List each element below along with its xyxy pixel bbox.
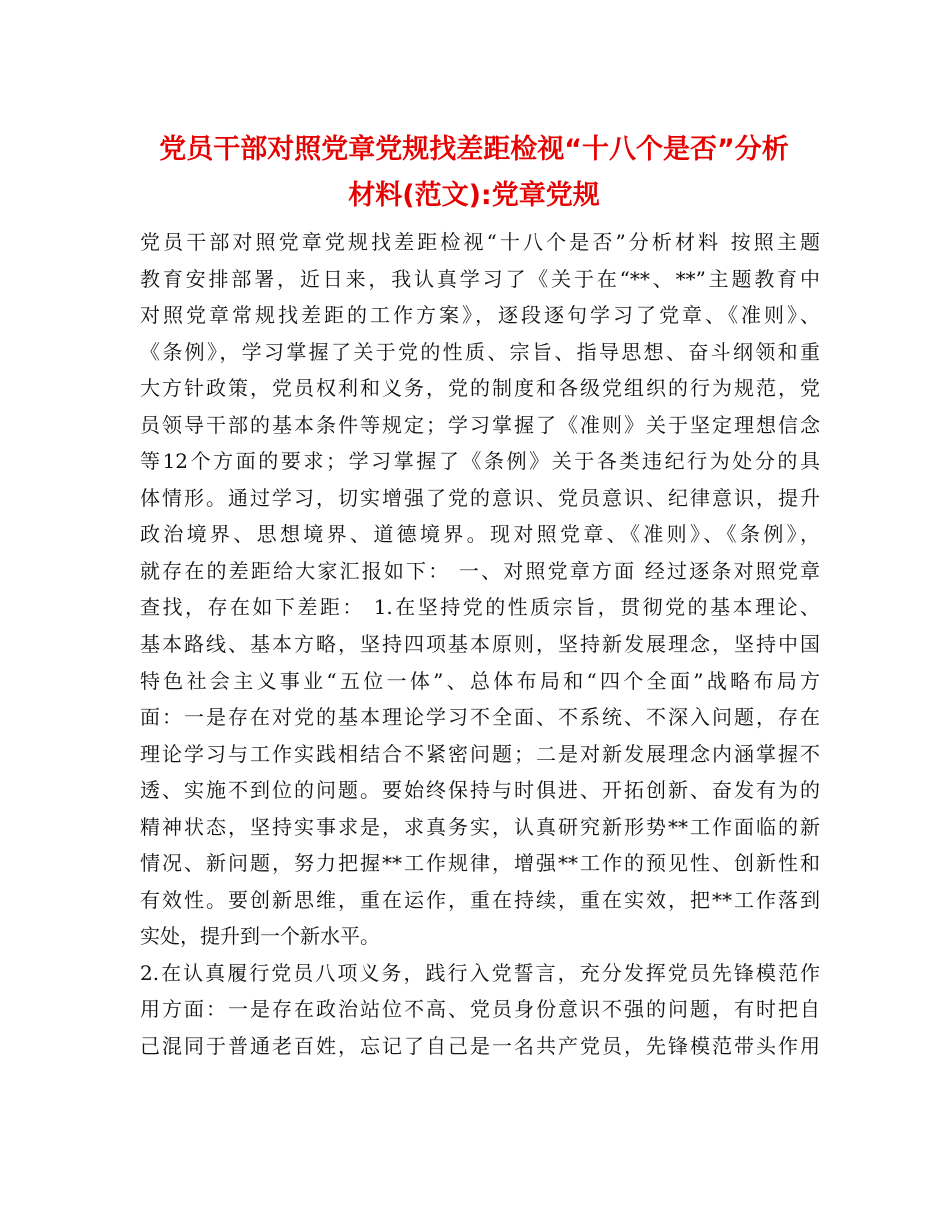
body-line: 己混同于普通老百姓，忘记了自己是一名共产党员，先锋模范带头作用 bbox=[140, 1034, 820, 1059]
body-line: 大方针政策，党员权利和义务，党的制度和各级党组织的行为规范，党 bbox=[140, 376, 820, 401]
body-line: 查找，存在如下差距： 1.在坚持党的性质宗旨，贯彻党的基本理论、 bbox=[140, 595, 820, 620]
body-line: 教育安排部署，近日来，我认真学习了《关于在“**、**”主题教育中 bbox=[140, 266, 820, 291]
body-line: 理论学习与工作实践相结合不紧密问题；二是对新发展理念内涵掌握不 bbox=[140, 741, 820, 766]
body-line: 透、实施不到位的问题。要始终保持与时俱进、开拓创新、奋发有为的 bbox=[140, 778, 820, 803]
body-line: 就存在的差距给大家汇报如下： 一、对照党章方面 经过逐条对照党章 bbox=[140, 558, 820, 583]
body-line: 面：一是存在对党的基本理论学习不全面、不系统、不深入问题，存在 bbox=[140, 705, 820, 730]
body-line: 情况、新问题，努力把握**工作规律，增强**工作的预见性、创新性和 bbox=[140, 851, 820, 876]
document-title-line-2: 材料(范文):党章党规 bbox=[348, 180, 600, 211]
body-line: 用方面：一是存在政治站位不高、党员身份意识不强的问题，有时把自 bbox=[140, 997, 820, 1022]
body-line: 特色社会主义事业“五位一体”、总体布局和“四个全面”战略布局方 bbox=[140, 668, 820, 693]
body-line: 政治境界、思想境界、道德境界。现对照党章、《准则》、《条例》， bbox=[140, 522, 820, 547]
body-line: 等12个方面的要求；学习掌握了《条例》关于各类违纪行为处分的具 bbox=[140, 449, 820, 474]
document-body bbox=[140, 224, 820, 1065]
body-line: 精神状态，坚持实事求是，求真务实，认真研究新形势**工作面临的新 bbox=[140, 814, 820, 839]
body-line: 对照党章常规找差距的工作方案》，逐段逐句学习了党章、《准则》、 bbox=[140, 303, 820, 328]
body-line: 员领导干部的基本条件等规定；学习掌握了《准则》关于坚定理想信念 bbox=[140, 412, 820, 437]
body-line: 实处，提升到一个新水平。 bbox=[140, 924, 380, 949]
body-line: 基本路线、基本方略，坚持四项基本原则，坚持新发展理念，坚持中国 bbox=[140, 632, 820, 657]
body-line: 党员干部对照党章党规找差距检视“十八个是否”分析材料 按照主题 bbox=[140, 230, 820, 254]
document-title-line-1: 党员干部对照党章党规找差距检视“十八个是否”分析 bbox=[159, 134, 789, 165]
body-line: 《条例》，学习掌握了关于党的性质、宗旨、指导思想、奋斗纲领和重 bbox=[140, 339, 820, 364]
body-line: 有效性。要创新思维，重在运作，重在持续，重在实效，把**工作落到 bbox=[140, 887, 820, 912]
body-line: 2.在认真履行党员八项义务，践行入党誓言，充分发挥党员先锋模范作 bbox=[140, 960, 820, 985]
body-line: 体情形。通过学习，切实增强了党的意识、党员意识、纪律意识，提升 bbox=[140, 485, 820, 510]
